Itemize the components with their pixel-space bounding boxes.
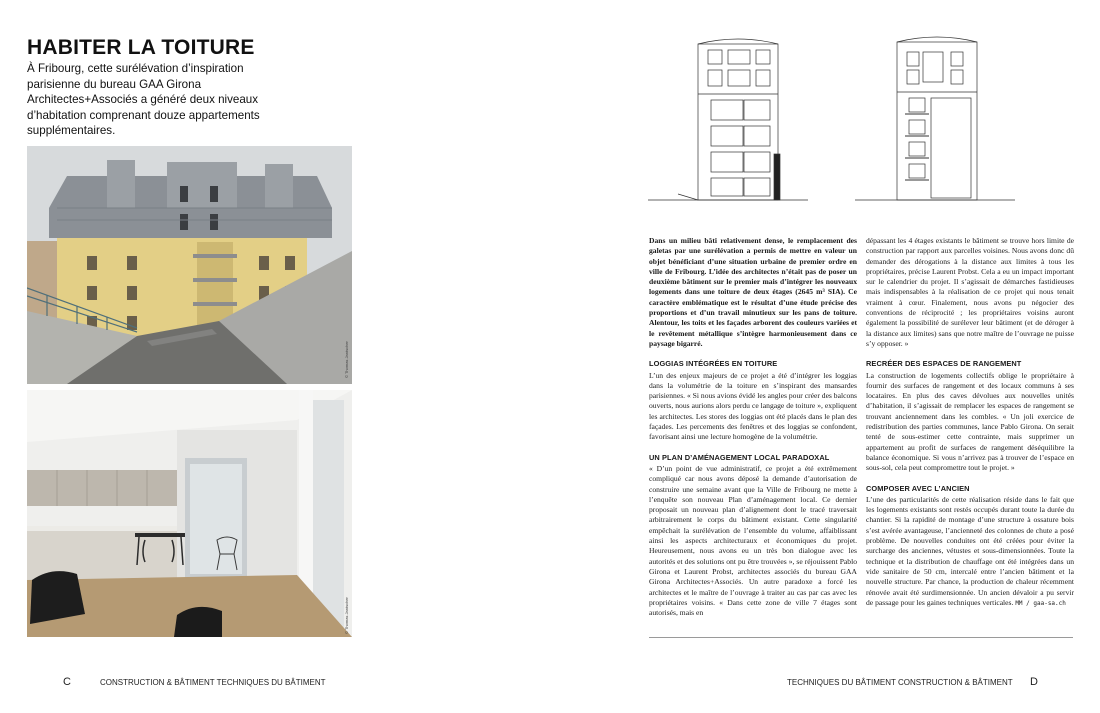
page-letter: C [63,676,71,688]
section-paragraph: dépassant les 4 étages existants le bâtiment se trouve hors limite de construction par rapport aux parcelles voisines. Nous avons donc dû demander des dérogations à la distance aux limites à tous les propriétaires, précise Laurent Probst. Cela a eu un impact important sur le calendrier du projet. Il s’agissait de démarches fastidieuses mais indispensables à la réalisation de ce projet qui nous tenait vraiment à cœur. Finalement, nous avons pu négocier des conventions de réciprocité ; les propriétaires voisins auront également la possibilité de surélever leur bâtiment (et de déroger à la distance aux limites) sans que notre maître de l’ouvrage ne puisse s’y opposer. » [866,236,1074,348]
section-paragraph: « D’un point de vue administratif, ce projet a été extrêmement compliqué car nous avons déposé la demande d’autorisation de construire une semaine avant que la Ville de Fribourg ne mette à l’enquête son nouveau Plan d’aménagement local. Ce dernier proposait un nouveau plan d’alignement dont le tracé traversait arbitrairement le corps du bâtiment existant. Cette singularité empêchait la surélévation de l’ensemble du volume, affaiblissant ainsi les aspects architecturaux et économiques du projet. Heureusement, nous avons eu un très bon dialogue avec les autorités et des solutions ont pu être trouvées », se réjouissent Pablo Girona et Laurent Probst, architectes associés du bureau GAA Girona Architectes+Associés. Un autre paradoxe a forcé les architectes et le maître de l’ouvrage à traiter au cas par cas avec les propriétaires voisins. « Dans cette zone de ville 7 étages sont autorisés, mais en [649,463,857,618]
elevation-drawing-left [648,34,808,214]
section-paragraph: L’une des particularités de cette réalisation réside dans le fait que les logements existants sont restés occupés durant toute la durée du chantier. Si la rapidité de montage d’une structure à ossature bois s’est avérée avantageuse, l’ancienneté des colonnes de chute a posé problème. De nouvelles conduites ont été créées pour éviter la surcharge des anciennes, vétustes et sous-dimensionnées. Toute la technique et la distribution de chauffage ont été intégrées dans un vide sanitaire de 50 cm, intercalé entre l’ancien bâtiment et la nouvelle structure. Par chance, la production de chaleur récemment rénovée avait été surdimensionnée. Un ancien dévaloir a pu servir de passage pour les gaines techniques verticales. [866,494,1074,607]
photo-credit: © Thomas Jantscher [344,341,349,378]
article-column-1 [649,236,857,618]
elevation-drawing-right [855,34,1015,214]
section-heading: UN PLAN D’AMÉNAGEMENT LOCAL PARADOXAL [649,452,830,462]
section-paragraph: L’un des enjeux majeurs de ce projet a été d’intégrer les loggias dans la volumétrie de la toiture en s’inspirant des mansardes parisiennes. « Si nous avions évidé les angles pour créer des balcons ouverts, nous aurions alors perdu ce langage de toiture », expliquent les architectes. Les stores des loggias ont été placés dans le plan des façades. Les percements des fenêtres et des loggias se confondent, favorisant ainsi une lecture homogène de la volumétrie. [649,370,857,442]
photo-credit: © Thomas Jantscher [344,597,349,634]
author-signature: MM / gaa-sa.ch [1015,599,1066,607]
page-letter: D [1030,676,1038,688]
exterior-photo [27,146,352,384]
interior-photo [27,390,352,637]
section-heading: COMPOSER AVEC L’ANCIEN [866,483,970,493]
article-title: HABITER LA TOITURE [27,36,255,59]
section-paragraph: La construction de logements collectifs oblige le propriétaire à fournir des surfaces de rangement et des locaux communs à ses locataires. En plus des caves dévolues aux nouvelles unités d’habitation, il s’agissait de remplacer les espaces de rangement se trouvant anciennement dans les combles. « Un joli exercice de redistribution des parties communes, lance Pablo Girona. On serait tenté de sous-estimer cette contrainte, mais supprimer un appartement au profit de surfaces de rangement déséquilibre la balance économique. Si vous n’arrivez pas à trouver de l’espace en sous-sol, cela peut compromettre tout le projet. » [866,370,1074,473]
article-column-2 [866,236,1074,609]
article-lede: À Fribourg, cette surélévation d’inspiration parisienne du bureau GAA Girona Architectes+Associés a généré deux niveaux d’habitation comprenant douze appartements supplémentaires. [27,62,260,138]
page-footer: CONSTRUCTION & BÂTIMENT TECHNIQUES DU BÂTIMENT [100,678,326,687]
column-divider [649,637,1073,638]
section-heading: LOGGIAS INTÉGRÉES EN TOITURE [649,359,778,369]
page-footer: TECHNIQUES DU BÂTIMENT CONSTRUCTION & BÂTIMENT [787,678,1013,687]
section-heading: RECRÉER DES ESPACES DE RANGEMENT [866,359,1022,369]
article-intro: Dans un milieu bâti relativement dense, le remplacement des galetas par une surélévation a permis de mettre en valeur un objet bénéficiant d’une situation urbaine de premier ordre en ville de Fribourg. L’idée des architectes n’était pas de poser un deuxième bâtiment sur le premier mais d’intégrer les nouveaux logements dans une toiture de deux étages (2645 m³ SIA). Ce caractère emblématique est le résultat d’une étude précise des proportions et d’un travail minutieux sur les pans de toiture. Alentour, les toits et les façades arborent des couleurs variées et le revêtement métallique s’intègre harmonieusement dans ce paysage bigarré. [649,236,857,348]
